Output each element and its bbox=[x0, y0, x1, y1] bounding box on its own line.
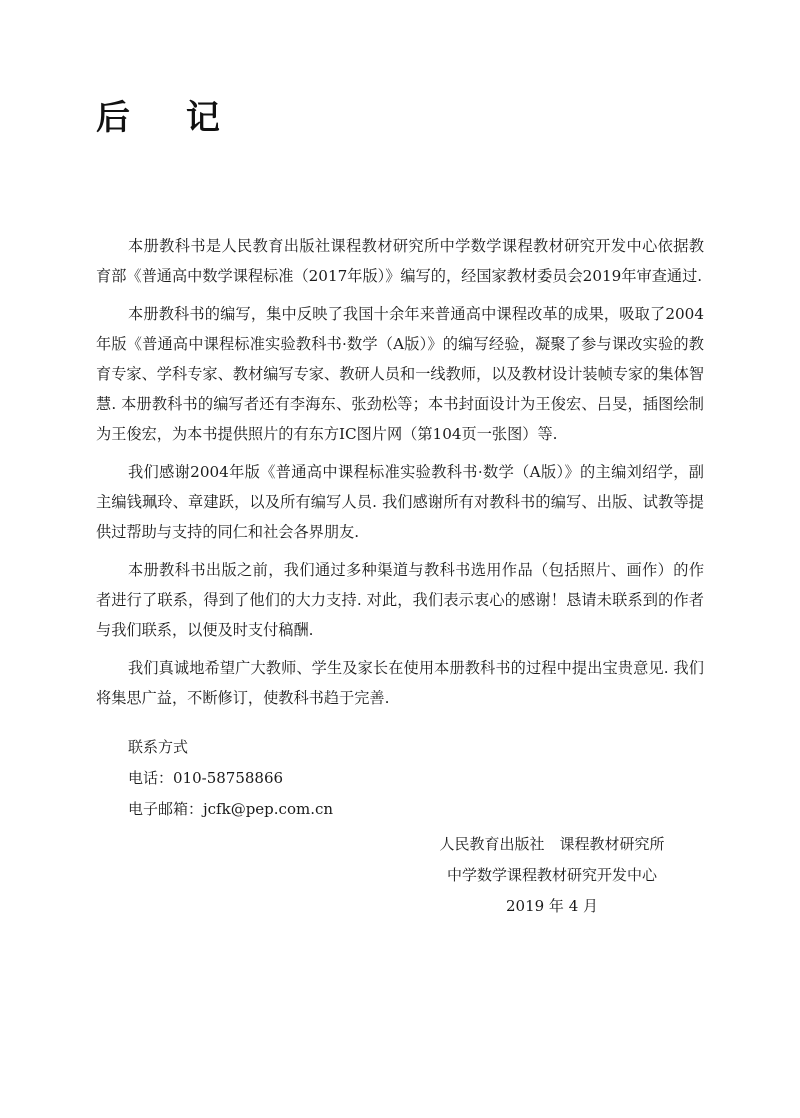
paragraph: 本册教科书的编写，集中反映了我国十余年来普通高中课程改革的成果，吸取了2004年版《普通高中课程标准实验教科书·数学（A版）》的编写经验，凝聚了参与课改实验的教育专家、学科专家、教材编写专家、教研人员和一线教师，以及教材设计装帧专家的集体智慧. 本册教科书的编写者还有李海东、张劲松等；本书封面设计为王俊宏、吕旻，插图绘制为王俊宏，为本书提供照片的有东方IC图片网（第104页一张图）等. bbox=[96, 305, 704, 443]
afterword-body bbox=[96, 231, 704, 721]
signature-block bbox=[392, 829, 712, 922]
contact-block bbox=[128, 732, 528, 825]
paragraph: 本册教科书出版之前，我们通过多种渠道与教科书选用作品（包括照片、画作）的作者进行了联系，得到了他们的大力支持. 对此，我们表示衷心的感谢！恳请未联系到的作者与我们联系，以便及时支付稿酬. bbox=[96, 561, 704, 639]
paragraph: 我们真诚地希望广大教师、学生及家长在使用本册教科书的过程中提出宝贵意见. 我们将集思广益，不断修订，使教科书趋于完善. bbox=[96, 659, 704, 707]
paragraph: 我们感谢2004年版《普通高中课程标准实验教科书·数学（A版）》的主编刘绍学，副主编钱珮玲、章建跃，以及所有编写人员. 我们感谢所有对教科书的编写、出版、试教等提供过帮助与支持的同仁和社会各界朋友. bbox=[96, 463, 704, 541]
paragraph: 本册教科书是人民教育出版社课程教材研究所中学数学课程教材研究开发中心依据教育部《普通高中数学课程标准（2017年版）》编写的，经国家教材委员会2019年审查通过. bbox=[96, 237, 704, 285]
signature-date: 2019 年 4 月 bbox=[505, 897, 599, 915]
signature-org: 人民教育出版社 课程教材研究所 bbox=[439, 835, 665, 853]
page-title: 后 记 bbox=[96, 98, 242, 138]
contact-email: 电子邮箱：jcfk@pep.com.cn bbox=[128, 800, 334, 818]
contact-phone: 电话：010-58758866 bbox=[128, 769, 284, 787]
signature-center: 中学数学课程教材研究开发中心 bbox=[446, 866, 657, 884]
contact-heading: 联系方式 bbox=[128, 738, 189, 756]
